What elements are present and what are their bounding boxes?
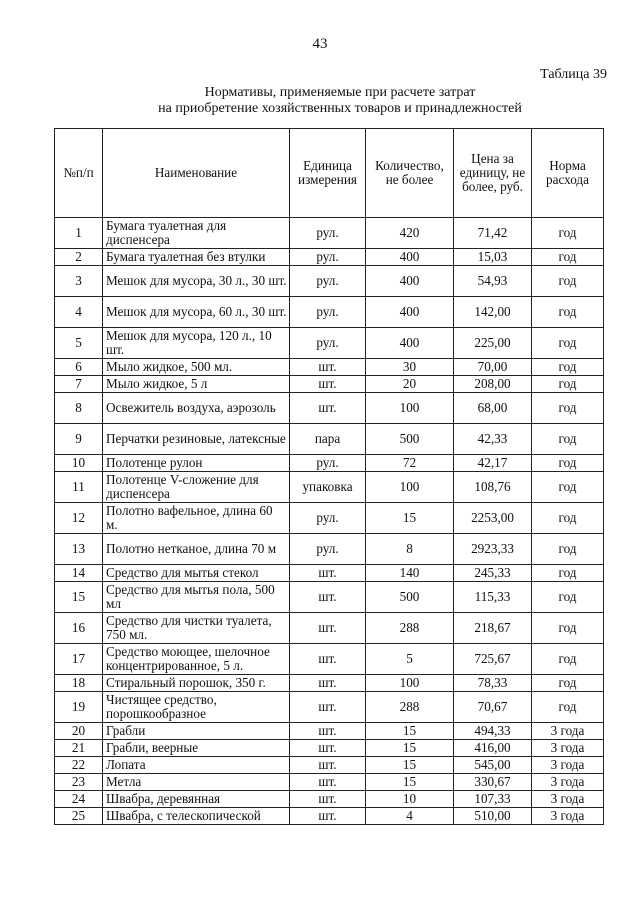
cell-qty: 100 xyxy=(366,393,454,424)
cell-price: 2253,00 xyxy=(454,503,532,534)
table-row xyxy=(55,266,604,297)
cell-name: Бумага туалетная для диспенсера xyxy=(103,218,290,249)
cell-price: 2923,33 xyxy=(454,534,532,565)
cell-price: 494,33 xyxy=(454,723,532,740)
table-row xyxy=(55,791,604,808)
table-row xyxy=(55,472,604,503)
cell-qty: 140 xyxy=(366,565,454,582)
cell-num: 6 xyxy=(55,359,103,376)
cell-qty: 20 xyxy=(366,376,454,393)
cell-qty: 400 xyxy=(366,328,454,359)
header-norm: Норма расхода xyxy=(532,129,604,218)
cell-name: Метла xyxy=(103,774,290,791)
cell-unit: рул. xyxy=(290,218,366,249)
cell-name: Мыло жидкое, 500 мл. xyxy=(103,359,290,376)
cell-qty: 15 xyxy=(366,740,454,757)
cell-norm: год xyxy=(532,359,604,376)
cell-norm: год xyxy=(532,376,604,393)
table-row xyxy=(55,328,604,359)
cell-price: 71,42 xyxy=(454,218,532,249)
table-row xyxy=(55,359,604,376)
table-header-row xyxy=(55,129,604,218)
cell-price: 70,67 xyxy=(454,692,532,723)
cell-norm: год xyxy=(532,218,604,249)
cell-name: Швабра, с телескопической xyxy=(103,808,290,825)
cell-num: 21 xyxy=(55,740,103,757)
cell-norm: 3 года xyxy=(532,774,604,791)
cell-unit: рул. xyxy=(290,249,366,266)
cell-norm: год xyxy=(532,328,604,359)
cell-qty: 15 xyxy=(366,503,454,534)
cell-unit: шт. xyxy=(290,675,366,692)
table-row xyxy=(55,613,604,644)
cell-name: Швабра, деревянная xyxy=(103,791,290,808)
cell-price: 42,17 xyxy=(454,455,532,472)
cell-norm: год xyxy=(532,424,604,455)
header-qty: Количество, не более xyxy=(366,129,454,218)
cell-name: Чистящее средство, порошкообразное xyxy=(103,692,290,723)
cell-price: 725,67 xyxy=(454,644,532,675)
cell-name: Перчатки резиновые, латексные xyxy=(103,424,290,455)
cell-qty: 72 xyxy=(366,455,454,472)
table-body xyxy=(55,218,604,825)
table-title-line-2: на приобретение хозяйственных товаров и принадлежностей xyxy=(158,101,522,116)
cell-unit: шт. xyxy=(290,644,366,675)
cell-unit: шт. xyxy=(290,808,366,825)
table-row xyxy=(55,757,604,774)
cell-price: 218,67 xyxy=(454,613,532,644)
cell-num: 16 xyxy=(55,613,103,644)
cell-name: Стиральный порошок, 350 г. xyxy=(103,675,290,692)
cell-num: 17 xyxy=(55,644,103,675)
table-row xyxy=(55,534,604,565)
cell-price: 245,33 xyxy=(454,565,532,582)
cell-num: 12 xyxy=(55,503,103,534)
cell-num: 13 xyxy=(55,534,103,565)
cell-unit: шт. xyxy=(290,582,366,613)
cell-unit: рул. xyxy=(290,534,366,565)
cell-qty: 500 xyxy=(366,582,454,613)
cell-price: 108,76 xyxy=(454,472,532,503)
table-row xyxy=(55,565,604,582)
cell-unit: шт. xyxy=(290,613,366,644)
cell-unit: шт. xyxy=(290,740,366,757)
table-row xyxy=(55,808,604,825)
cell-norm: 3 года xyxy=(532,808,604,825)
cell-price: 225,00 xyxy=(454,328,532,359)
table-row xyxy=(55,393,604,424)
cell-num: 18 xyxy=(55,675,103,692)
cell-price: 330,67 xyxy=(454,774,532,791)
cell-unit: рул. xyxy=(290,266,366,297)
cell-price: 68,00 xyxy=(454,393,532,424)
cell-qty: 5 xyxy=(366,644,454,675)
table-title xyxy=(0,85,640,117)
cell-price: 416,00 xyxy=(454,740,532,757)
cell-num: 14 xyxy=(55,565,103,582)
cell-num: 19 xyxy=(55,692,103,723)
cell-name: Средство для мытья пола, 500 мл xyxy=(103,582,290,613)
cell-norm: год xyxy=(532,644,604,675)
cell-num: 3 xyxy=(55,266,103,297)
cell-norm: год xyxy=(532,393,604,424)
table-row xyxy=(55,582,604,613)
cell-qty: 400 xyxy=(366,266,454,297)
table-row xyxy=(55,644,604,675)
cell-qty: 15 xyxy=(366,774,454,791)
cell-qty: 288 xyxy=(366,613,454,644)
table-row xyxy=(55,723,604,740)
cell-norm: 3 года xyxy=(532,757,604,774)
cell-norm: год xyxy=(532,472,604,503)
cell-name: Полотенце рулон xyxy=(103,455,290,472)
cell-price: 142,00 xyxy=(454,297,532,328)
table-row xyxy=(55,297,604,328)
cell-norm: 3 года xyxy=(532,791,604,808)
cell-unit: рул. xyxy=(290,455,366,472)
cell-num: 11 xyxy=(55,472,103,503)
cell-num: 5 xyxy=(55,328,103,359)
cell-norm: 3 года xyxy=(532,723,604,740)
norms-table xyxy=(54,128,604,825)
cell-price: 15,03 xyxy=(454,249,532,266)
cell-qty: 500 xyxy=(366,424,454,455)
table-title-line-1: Нормативы, применяемые при расчете затрат xyxy=(204,85,476,100)
table-row xyxy=(55,424,604,455)
cell-price: 42,33 xyxy=(454,424,532,455)
cell-norm: год xyxy=(532,582,604,613)
cell-name: Полотенце V-сложение для диспенсера xyxy=(103,472,290,503)
cell-unit: рул. xyxy=(290,328,366,359)
cell-name: Мешок для мусора, 60 л., 30 шт. xyxy=(103,297,290,328)
cell-unit: шт. xyxy=(290,393,366,424)
cell-unit: упаковка xyxy=(290,472,366,503)
cell-num: 23 xyxy=(55,774,103,791)
cell-qty: 8 xyxy=(366,534,454,565)
cell-unit: шт. xyxy=(290,757,366,774)
table-row xyxy=(55,740,604,757)
cell-num: 10 xyxy=(55,455,103,472)
cell-norm: год xyxy=(532,503,604,534)
cell-unit: шт. xyxy=(290,774,366,791)
cell-qty: 400 xyxy=(366,249,454,266)
cell-qty: 100 xyxy=(366,675,454,692)
cell-price: 107,33 xyxy=(454,791,532,808)
cell-price: 208,00 xyxy=(454,376,532,393)
cell-name: Бумага туалетная без втулки xyxy=(103,249,290,266)
header-unit: Единица измерения xyxy=(290,129,366,218)
cell-unit: шт. xyxy=(290,723,366,740)
cell-norm: год xyxy=(532,675,604,692)
cell-num: 25 xyxy=(55,808,103,825)
cell-price: 510,00 xyxy=(454,808,532,825)
cell-unit: рул. xyxy=(290,503,366,534)
cell-unit: пара xyxy=(290,424,366,455)
cell-qty: 15 xyxy=(366,757,454,774)
header-num: №п/п xyxy=(55,129,103,218)
table-row xyxy=(55,675,604,692)
cell-name: Средство для мытья стекол xyxy=(103,565,290,582)
cell-num: 8 xyxy=(55,393,103,424)
table-row xyxy=(55,249,604,266)
cell-qty: 420 xyxy=(366,218,454,249)
cell-unit: шт. xyxy=(290,692,366,723)
table-row xyxy=(55,376,604,393)
cell-qty: 100 xyxy=(366,472,454,503)
cell-num: 24 xyxy=(55,791,103,808)
cell-unit: шт. xyxy=(290,791,366,808)
cell-num: 2 xyxy=(55,249,103,266)
cell-unit: шт. xyxy=(290,359,366,376)
cell-name: Полотно вафельное, длина 60 м. xyxy=(103,503,290,534)
cell-norm: год xyxy=(532,249,604,266)
page-number: 43 xyxy=(312,36,328,52)
cell-name: Грабли, веерные xyxy=(103,740,290,757)
table-label: Таблица 39 xyxy=(540,67,607,82)
cell-name: Средство для чистки туалета, 750 мл. xyxy=(103,613,290,644)
cell-qty: 10 xyxy=(366,791,454,808)
header-price: Цена за единицу, не более, руб. xyxy=(454,129,532,218)
cell-name: Полотно нетканое, длина 70 м xyxy=(103,534,290,565)
cell-norm: год xyxy=(532,613,604,644)
cell-norm: год xyxy=(532,455,604,472)
cell-qty: 30 xyxy=(366,359,454,376)
cell-qty: 4 xyxy=(366,808,454,825)
cell-qty: 400 xyxy=(366,297,454,328)
cell-num: 22 xyxy=(55,757,103,774)
cell-num: 20 xyxy=(55,723,103,740)
cell-name: Средство моющее, шелочное концентрированное, 5 л. xyxy=(103,644,290,675)
cell-price: 115,33 xyxy=(454,582,532,613)
cell-num: 9 xyxy=(55,424,103,455)
table-row xyxy=(55,774,604,791)
header-name: Наименование xyxy=(103,129,290,218)
cell-norm: год xyxy=(532,534,604,565)
cell-price: 54,93 xyxy=(454,266,532,297)
cell-norm: 3 года xyxy=(532,740,604,757)
cell-price: 70,00 xyxy=(454,359,532,376)
table-row xyxy=(55,455,604,472)
cell-name: Лопата xyxy=(103,757,290,774)
cell-norm: год xyxy=(532,297,604,328)
table-row xyxy=(55,218,604,249)
cell-name: Мыло жидкое, 5 л xyxy=(103,376,290,393)
cell-price: 78,33 xyxy=(454,675,532,692)
cell-norm: год xyxy=(532,692,604,723)
cell-name: Мешок для мусора, 30 л., 30 шт. xyxy=(103,266,290,297)
cell-unit: рул. xyxy=(290,297,366,328)
cell-qty: 15 xyxy=(366,723,454,740)
table-row xyxy=(55,503,604,534)
cell-norm: год xyxy=(532,266,604,297)
table-row xyxy=(55,692,604,723)
cell-unit: шт. xyxy=(290,565,366,582)
cell-name: Мешок для мусора, 120 л., 10 шт. xyxy=(103,328,290,359)
cell-num: 7 xyxy=(55,376,103,393)
cell-price: 545,00 xyxy=(454,757,532,774)
cell-unit: шт. xyxy=(290,376,366,393)
cell-num: 15 xyxy=(55,582,103,613)
cell-norm: год xyxy=(532,565,604,582)
cell-name: Освежитель воздуха, аэрозоль xyxy=(103,393,290,424)
cell-qty: 288 xyxy=(366,692,454,723)
cell-name: Грабли xyxy=(103,723,290,740)
cell-num: 1 xyxy=(55,218,103,249)
cell-num: 4 xyxy=(55,297,103,328)
